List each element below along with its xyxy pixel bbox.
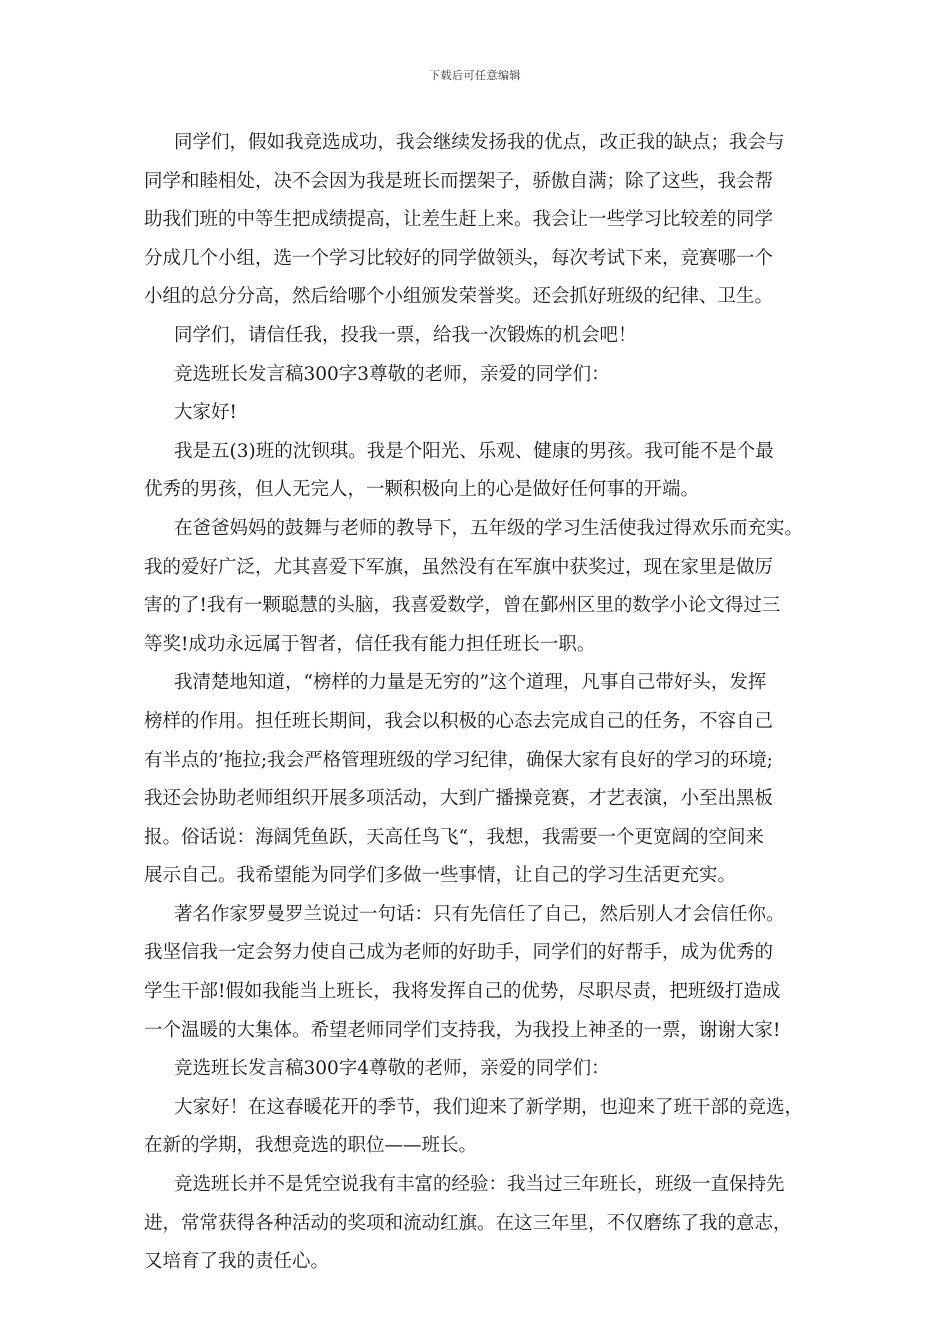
text-line: 优秀的男孩，但人无完人，一颗积极向上的心是做好任何事的开端。 [144,479,700,501]
text-line: 我是五(3)班的沈钡琪。我是个阳光、乐观、健康的男孩。我可能不是个最 [174,440,774,462]
text-line: 在新的学期，我想竞选的职位——班长。 [144,1135,478,1157]
text-line: 小组的总分分高，然后给哪个小组颁发荣誉奖。还会抓好班级的纪律、卫生。 [144,286,774,308]
text-line: 我还会协助老师组织开展多项活动，大到广播操竞赛，才艺表演，小至出黑板 [144,788,774,810]
text-line: 有半点的’拖拉;我会严格管理班级的学习纪律，确保大家有良好的学习的环境; [144,749,773,771]
page-header: 下载后可任意编辑 [429,69,521,82]
text-line: 展示自己。我希望能为同学们多做一些事情，让自己的学习生活更充实。 [144,865,737,887]
text-line: 报。俗话说：海阔凭鱼跃，天高任鸟飞“，我想，我需要一个更宽阔的空间来 [144,826,764,848]
text-line: 学生干部!假如我能当上班长，我将发挥自己的优势，尽职尽责，把班级打造成 [144,981,781,1003]
text-line: 我坚信我一定会努力使自己成为老师的好助手，同学们的好帮手，成为优秀的 [144,942,774,964]
text-line: 竞选班长并不是凭空说我有丰富的经验：我当过三年班长，班级一直保持先 [174,1174,785,1196]
document-body [144,124,814,1282]
text-line: 竞选班长发言稿300字3尊敬的老师，亲爱的同学们： [174,363,610,385]
text-line: 等奖!成功永远属于智者，信任我有能力担任班长一职。 [144,633,596,655]
text-line: 大家好! [174,402,237,424]
text-line: 同学们，假如我竞选成功，我会继续发扬我的优点，改正我的缺点；我会与 [174,132,785,153]
text-line: 分成几个小组，选一个学习比较好的同学做领头，每次考试下来，竞赛哪一个 [144,247,774,269]
text-line: 我清楚地知道，“榜样的力量是无穷的”这个道理，凡事自己带好头，发挥 [174,672,767,694]
text-line: 助我们班的中等生把成绩提高，让差生赶上来。我会让一些学习比较差的同学 [144,209,774,231]
text-line: 著名作家罗曼罗兰说过一句话：只有先信任了自己，然后别人才会信任你。 [174,903,785,925]
text-line: 在爸爸妈妈的鼓舞与老师的教导下，五年级的学习生活使我过得欢乐而充实。 [174,517,804,539]
text-line: 我的爱好广泛，尤其喜爱下军旗，虽然没有在军旗中获奖过，现在家里是做厉 [144,556,774,578]
text-line: 榜样的作用。担任班长期间，我会以积极的心态去完成自己的任务，不容自己 [144,710,774,732]
text-line: 一个温暖的大集体。希望老师同学们支持我，为我投上神圣的一票，谢谢大家! [144,1019,781,1041]
text-line: 又培育了我的责任心。 [144,1251,330,1273]
text-line: 害的了!我有一颗聪慧的头脑，我喜爱数学，曾在鄞州区里的数学小论文得过三 [144,595,781,617]
text-line: 进，常常获得各种活动的奖项和流动红旗。在这三年里，不仅磨练了我的意志， [144,1212,792,1234]
text-line: 大家好！在这春暖花开的季节，我们迎来了新学期，也迎来了班干部的竞选， [174,1096,804,1118]
text-line: 同学们，请信任我，投我一票，给我一次锻炼的机会吧！ [174,324,637,346]
text-line: 竞选班长发言稿300字4尊敬的老师，亲爱的同学们： [174,1058,610,1080]
text-line: 同学和睦相处，决不会因为我是班长而摆架子，骄傲自满；除了这些，我会帮 [144,170,774,192]
